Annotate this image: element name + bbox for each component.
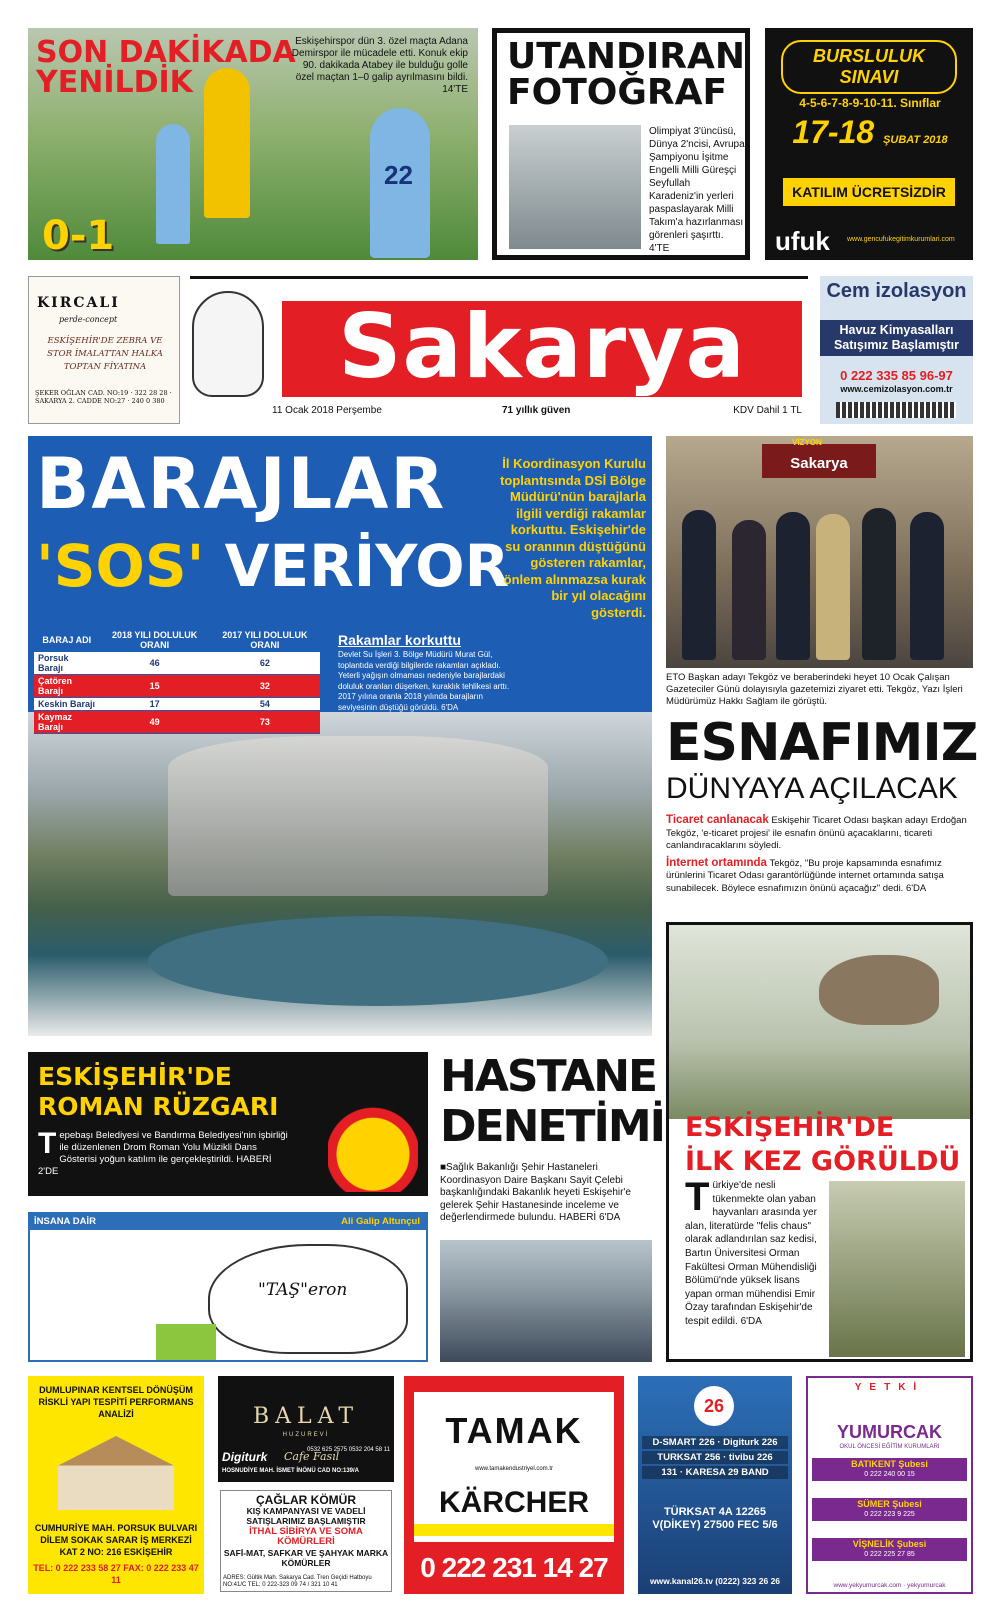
esnaf-paragraph-2: İnternet ortamında Tekgöz, "Bu proje kapsamında esnafımız ürünlerini Ticaret Odası garantörlüğünde internet ortamında satışa sunabilecek. Böylece esnafımızın önünü açacağız" dedi. 6'DA <box>666 856 944 894</box>
utandiran-text: Olimpiyat 3'üncüsü, Dünya 2'ncisi, Avrupa Şampiyonu İşitme Engelli Milli Güreşçi Seyfullah Karadeniz'in yerleri paspaslayarak Milli Takım'a hazırlanması görenleri şaşırttı. 4'TE <box>649 126 745 254</box>
jersey-number: 22 <box>384 160 413 190</box>
bursluluk-title: BURSLULUK SINAVI <box>781 40 957 94</box>
cem-izolasyon-ad[interactable] <box>820 276 973 424</box>
cem-brand: Cem izolasyon <box>826 280 967 302</box>
cem-offer: Havuz Kimyasalları Satışımız Başlamıştır <box>820 320 973 356</box>
eto-caption: ETO Başkan adayı Tekgöz ve beraberindeki heyet 10 Ocak Çalışan Gazeteciler Günü dolayısıyla gazetemizi ziyaret etti. Tekgöz, Yazı İşleri Müdürümüz Hakkı Sağlam ile görüştü. <box>666 672 963 707</box>
house-icon <box>58 1436 174 1510</box>
esnaf-subheadline: DÜNYAYA AÇILACAK <box>666 772 958 805</box>
utandiran-news-block[interactable] <box>492 28 750 260</box>
dam-wall <box>168 736 548 896</box>
tamak-karcher-ad[interactable] <box>404 1376 624 1594</box>
ufuk-logo: ufuk <box>775 226 830 256</box>
cem-web[interactable]: www.cemizolasyon.com.tr <box>840 384 953 394</box>
caglar-komur-ad[interactable] <box>220 1490 392 1592</box>
bursluluk-web[interactable]: www.gencufukegitimkurumlari.com <box>847 236 955 243</box>
cartoon-bubble: "TAŞ"eron <box>258 1280 348 1300</box>
table-row: Kaymaz Barajı 49 73 <box>34 711 320 734</box>
issue-date: 11 Ocak 2018 Perşembe <box>272 405 382 416</box>
score: 0-1 <box>42 213 115 259</box>
section-bar <box>30 1214 426 1230</box>
ataturk-portrait <box>192 291 264 397</box>
branch-visnelik: VİŞNELİK Şubesi 0 222 225 27 85 <box>812 1538 967 1561</box>
balat-address: HOSNUDİYE MAH. İSMET İNÖNÜ CAD NO:139/A <box>222 1468 360 1474</box>
branch-sumer: SÜMER Şubesi 0 222 223 9 225 <box>812 1498 967 1521</box>
player-blue-2 <box>156 124 190 244</box>
wild-cat <box>819 955 939 1025</box>
channel-row: 131 · KARESA 29 BAND <box>642 1466 788 1479</box>
cat-text: Türkiye'de nesli tükenmekte olan yaban hayvanları arasında yer alan, literatürde "felis chaus" olarak adlandırılan saz kedisi, Bartın Üniversitesi Orman Fakültesi Orman Mühendisliği Bölümü'nde yüksek lisans yapan orman mühendisi Emir Özay tarafından Eskişehir'de tespit edildi. 6'DA <box>685 1175 817 1327</box>
dam-occupancy-table <box>34 628 320 734</box>
roman-news-block[interactable] <box>28 1052 428 1196</box>
kanal26-logo: 26 <box>694 1386 734 1426</box>
bursluluk-dates: 17-18 ŞUBAT 2018 <box>792 114 948 150</box>
sport-headline: SON DAKİKADA YENİLDİK <box>36 35 296 100</box>
tamak-white-panel <box>414 1392 614 1542</box>
komur-address: ADRES: Gültik Mah. Sakarya Cad. Tren Geçidi Hatboyu NO:41/C TEL: 0 222-323 09 74 / 321 10 41 <box>223 1574 372 1588</box>
person <box>732 520 766 660</box>
table-header: 2017 YILI DOLULUK ORANI <box>222 630 308 650</box>
digiturk-logo: Digiturk <box>222 1450 268 1464</box>
hastane-news-block[interactable] <box>440 1051 665 1225</box>
dumlupinar-title: DUMLUPINAR KENTSEL DÖNÜŞÜM RİSKLİ YAPI TESPİTİ PERFORMANS ANALİZİ <box>38 1385 194 1419</box>
yumurcak-brand: YUMURCAK <box>837 1422 942 1442</box>
esnaf-news-block[interactable] <box>666 712 978 895</box>
kircali-offer: ESKİŞEHİR'DE ZEBRA VE STOR İMALATTAN HALKA TOPTAN FİYATINA <box>47 336 163 372</box>
masthead <box>190 276 808 424</box>
section-title: İNSANA DAİR <box>34 1216 96 1227</box>
cafe-fasil: Cafe Fasıl <box>284 1450 340 1463</box>
baraj-subtext: Devlet Su İşleri 3. Bölge Müdürü Murat Gül, toplantıda verdiği bilgilerde rakamları açıkladı. Yeterli yağışın olmaması nedeniyle barajlardaki doluluk oranları düşerken, kuraklık tehlikesi arttı. 2017 yılına oranla 2018 yılında barajların seviyesinin düştüğü görüldü. 6'DA <box>338 650 510 712</box>
price: KDV Dahil 1 TL <box>733 405 802 416</box>
person <box>776 512 810 660</box>
karcher-yellow-bar <box>414 1524 614 1536</box>
kircali-ad[interactable] <box>28 276 180 424</box>
esnaf-headline: ESNAFIMIZ <box>666 713 978 773</box>
insana-dair-cartoon[interactable] <box>28 1212 428 1362</box>
cem-phone: 0 222 335 85 96-97 <box>840 368 953 383</box>
kanal26-ad[interactable] <box>638 1376 792 1594</box>
baraj-subtitle: Rakamlar korkuttu <box>338 632 461 648</box>
channel-row: TURKSAT 256 · tivibu 226 <box>642 1451 788 1464</box>
bursluluk-classes: 4-5-6-7-8-9-10-11. Sınıflar <box>799 96 941 110</box>
hastane-headline: HASTANE DENETİMİ <box>440 1051 665 1152</box>
yumurcak-sub: OKUL ÖNCESİ EĞİTİM KURUMLARI <box>839 1444 940 1450</box>
person <box>816 514 850 660</box>
baraj-news-block[interactable] <box>28 436 652 1036</box>
komur-line2: İTHAL SİBİRYA VE SOMA KÖMÜRLERİ <box>249 1525 363 1547</box>
dam-lake <box>148 916 608 1006</box>
table-header: 2018 YILI DOLULUK ORANI <box>111 630 198 650</box>
kanal26-web[interactable]: www.kanal26.tv (0222) 323 26 26 <box>649 1576 781 1586</box>
eto-visit-photo[interactable] <box>666 436 973 668</box>
cat-headline: ESKİŞEHİR'DE İLK KEZ GÖRÜLDÜ <box>685 1112 961 1177</box>
saz-kedisi-news-block[interactable] <box>666 922 973 1362</box>
yumurcak-web[interactable]: www.yekyumurcak.com · yekyumurcak <box>833 1582 946 1589</box>
tamak-web[interactable]: www.tamakendustriyel.com.tr <box>474 1466 554 1472</box>
roman-headline: ESKİŞEHİR'DE ROMAN RÜZGARI <box>38 1062 279 1121</box>
branch-batikent: BATIKENT Şubesi 0 222 240 00 15 <box>812 1458 967 1481</box>
channel-row: D-SMART 226 · Digiturk 226 <box>642 1436 788 1449</box>
sport-text: Eskişehirspor dün 3. özel maçta Adana Demirspor ile mücadele etti. Konuk ekip 90. dakikada Atabey ile bulduğu golle özel maçtan 1–0 galip ayrılmasını bildi. 14'TE <box>291 36 468 95</box>
dancer-photo <box>328 1066 418 1192</box>
karcher-brand: KÄRCHER <box>439 1486 589 1519</box>
person <box>862 508 896 660</box>
baraj-side-text: İl Koordinasyon Kurulu toplantısında DSİ Bölge Müdürü'nün barajlarla ilgili verdiği rakamlar korkuttu. Eskişehir'de su oranının düştüğünü gösteren rakamlar, önlem alınmazsa kurak bir yıl olacağını gösterdi. <box>500 456 646 620</box>
yumurcak-ad[interactable] <box>806 1376 973 1594</box>
newspaper-name[interactable]: Sakarya <box>338 295 746 398</box>
hastane-text: ■Sağlık Bakanlığı Şehir Hastaneleri Koordinasyon Daire Başkanı Sayit Çelebi başkanlığındaki Bakanlık heyeti Eskişehir'e gelerek Şehir Hastanesinde inceleme ve değerlendirmede bulundu. HABERİ 6'DA <box>440 1162 631 1223</box>
tamak-phone: 0 222 231 14 27 <box>420 1552 608 1583</box>
balat-phones: 0532 625 2575 0532 204 58 11 <box>307 1447 390 1453</box>
dumlupinar-ad[interactable] <box>28 1376 204 1594</box>
slogan: 71 yıllık güven <box>502 405 571 416</box>
sakarya-sign: VİZYON Sakarya <box>762 444 876 478</box>
cartoon-author: Ali Galip Altunçul <box>341 1216 420 1227</box>
yumurcak-top: YETKİ <box>854 1382 925 1393</box>
dumlupinar-phone: TEL: 0 222 233 58 27 FAX: 0 222 233 47 11 <box>33 1563 199 1585</box>
table-row: Çatören Barajı 15 32 <box>34 675 320 698</box>
person <box>682 510 716 660</box>
baraj-headline: BARAJLAR <box>36 443 447 525</box>
person <box>910 512 944 660</box>
wild-cat-photo <box>669 925 970 1119</box>
komur-title: ÇAĞLAR KÖMÜR <box>256 1493 356 1507</box>
balat-ad[interactable] <box>218 1376 394 1482</box>
table-header: BARAJ ADI <box>42 635 92 645</box>
qr-code-icon <box>836 402 956 418</box>
kircali-contact: ŞEKER OĞLAN CAD. NO:19 · 322 28 28 · SAKARYA 2. CADDE NO:27 · 240 0 380 <box>35 389 172 405</box>
kircali-name: KIRCALI <box>37 295 120 311</box>
komur-line1: KIŞ KAMPANYASI VE VADELİ SATIŞLARIMIZ BAŞLAMIŞTIR <box>246 1505 366 1526</box>
roman-text: Tepebaşı Belediyesi ve Bandırma Belediyesi'nin işbirliği ile düzenlenen Drom Roman Yolu Müzikli Dans Gösterisi yoğun katılım ile gerçekleştirildi. HABERİ 2'DE <box>38 1127 288 1177</box>
table-row: Porsuk Barajı 46 62 <box>34 652 320 675</box>
wild-cat-photo-2 <box>829 1181 965 1357</box>
balat-sub: HUZUREVİ <box>282 1432 330 1438</box>
sport-news-block[interactable] <box>28 28 478 260</box>
bursluluk-fee: KATILIM ÜCRETSİZDİR <box>783 178 955 206</box>
tamak-brand: TAMAK <box>445 1410 583 1451</box>
turksat-info: TÜRKSAT 4A 12265 V(DİKEY) 27500 FEC 5/6 <box>652 1506 778 1531</box>
table-row: Keskin Barajı 17 54 <box>34 698 320 711</box>
utandiran-headline: UTANDIRAN FOTOĞRAF <box>507 36 745 113</box>
shirt-drawing <box>156 1324 216 1360</box>
wrestler-photo <box>509 125 641 249</box>
baraj-subheadline: 'SOS' VERİYOR <box>36 532 510 600</box>
hospital-inspection-photo <box>440 1240 652 1362</box>
kanal26-channels <box>642 1436 788 1481</box>
komur-line3: SAFİ-MAT, SAFKAR VE ŞAHYAK MARKA KÖMÜRLER <box>223 1547 389 1568</box>
kircali-sub: perde-concept <box>59 315 118 324</box>
dumlupinar-address: CUMHURİYE MAH. PORSUK BULVARI DİLEM SOKAK SARAR İŞ MERKEZİ KAT 2 NO: 216 ESKİŞEHİR <box>34 1523 198 1557</box>
balat-komur-ads[interactable] <box>218 1376 394 1594</box>
bursluluk-ad[interactable] <box>765 28 973 260</box>
esnaf-paragraph-1: Ticaret canlanacak Eskişehir Ticaret Odası başkan adayı Erdoğan Tekgöz, 'e-ticaret projesi' ile esnafın önünü açacaklarını, ticareti canlandıracaklarını söyledi. <box>666 814 967 851</box>
balat-brand: BALAT <box>252 1404 360 1429</box>
